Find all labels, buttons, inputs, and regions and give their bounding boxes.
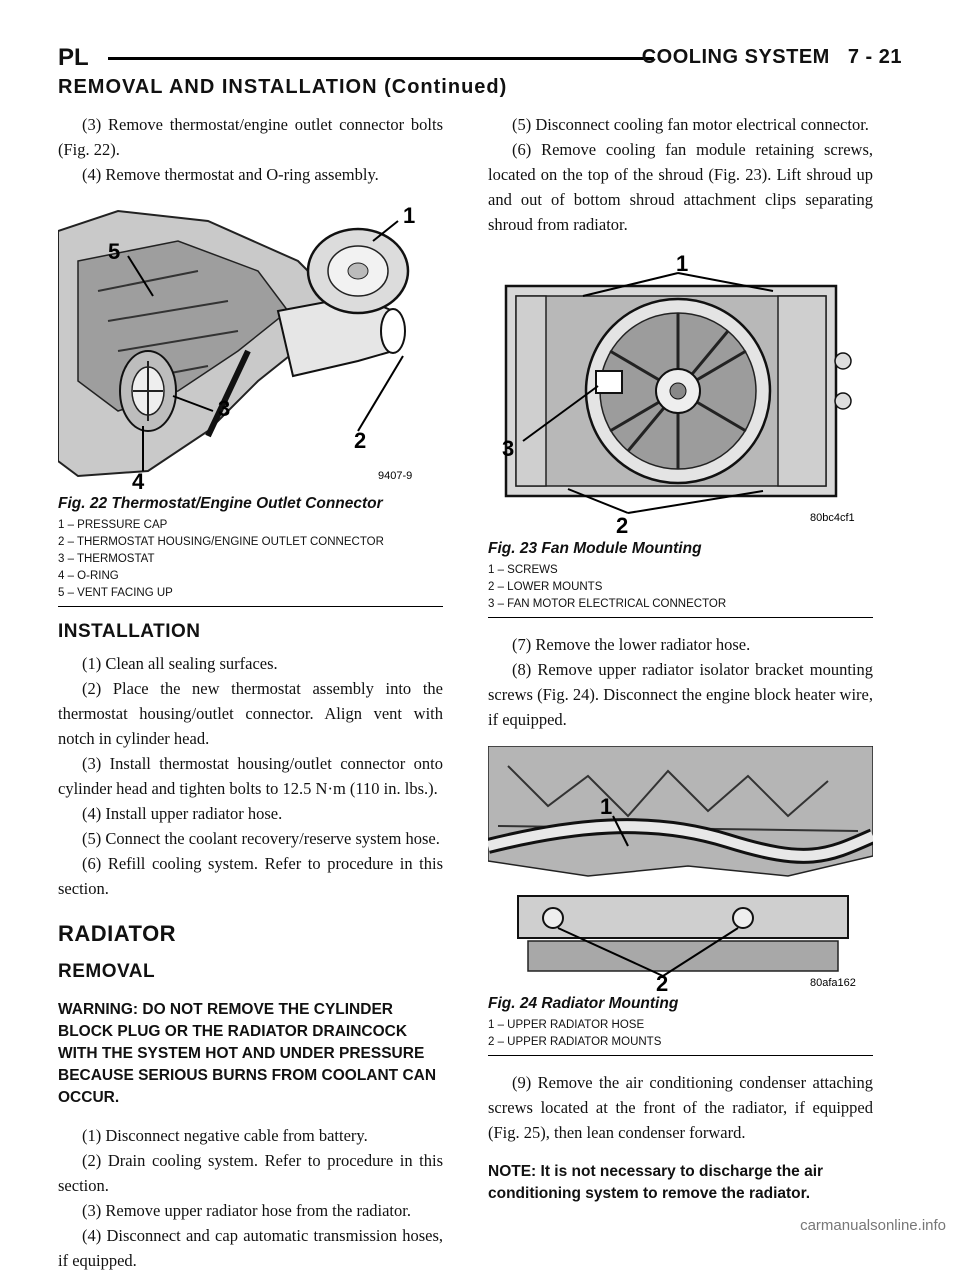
legend-item: 3 – FAN MOTOR ELECTRICAL CONNECTOR	[488, 598, 727, 610]
radiator-mounting-illustration	[488, 746, 873, 991]
callout-4: 4	[132, 469, 145, 491]
figure-title: Fig. 23 Fan Module Mounting	[488, 540, 702, 557]
callout-3: 3	[218, 396, 231, 421]
step-text: (8) Remove upper radiator isolator bracket mounting screws (Fig. 24). Disconnect the engine block heater wire, if equipped.	[488, 660, 873, 729]
header-right	[624, 46, 902, 69]
step-text: (6) Refill cooling system. Refer to procedure in this section.	[58, 854, 443, 898]
step-text: (4) Install upper radiator hose.	[82, 804, 283, 823]
page-number: 7 - 21	[847, 46, 902, 68]
figure-title: Fig. 24 Radiator Mounting	[488, 995, 679, 1012]
step-text: (2) Place the new thermostat assembly into the thermostat housing/outlet connector. Align vent with notch in cylinder head.	[58, 679, 443, 748]
legend-item: 1 – PRESSURE CAP	[58, 519, 168, 531]
watermark: carmanualsonline.info	[800, 1217, 946, 1234]
step-text: (9) Remove the air conditioning condenser attaching screws located at the front of the radiator, if equipped (Fig. 25), then lean condenser forward.	[488, 1073, 873, 1142]
callout-2: 2	[354, 428, 367, 453]
step-text: (6) Remove cooling fan module retaining screws, located on the top of the shroud (Fig. 23). Lift shroud up and out of bottom shroud attachment clips separating shroud from radiator.	[488, 140, 873, 234]
figure-22	[58, 201, 443, 607]
warning-text: WARNING: DO NOT REMOVE THE CYLINDER BLOCK PLUG OR THE RADIATOR DRAINCOCK WITH THE SYSTEM HOT AND UNDER PRESSURE BECAUSE SERIOUS BURNS FROM COOLANT CAN OCCUR.	[58, 1001, 437, 1106]
callout-3: 3	[502, 436, 515, 461]
legend-item: 5 – VENT FACING UP	[58, 587, 173, 599]
step-text: (4) Remove thermostat and O-ring assembly.	[82, 165, 379, 184]
installation-heading: INSTALLATION	[58, 621, 201, 642]
step-text: (3) Install thermostat housing/outlet connector onto cylinder head and tighten bolts to 12.5 N·m (110 in. lbs.).	[58, 754, 443, 798]
legend-item: 2 – THERMOSTAT HOUSING/ENGINE OUTLET CONNECTOR	[58, 536, 384, 548]
legend-item: 2 – LOWER MOUNTS	[488, 581, 603, 593]
callout-1: 1	[403, 203, 416, 228]
legend-item: 1 – UPPER RADIATOR HOSE	[488, 1019, 645, 1031]
legend-item: 3 – THERMOSTAT	[58, 553, 155, 565]
step-text: (1) Disconnect negative cable from battery.	[82, 1126, 368, 1145]
left-column	[58, 112, 443, 1273]
step-text: (3) Remove upper radiator hose from the radiator.	[82, 1201, 411, 1220]
figure-code: 9407-9	[378, 470, 413, 482]
legend-item: 2 – UPPER RADIATOR MOUNTS	[488, 1036, 662, 1048]
figure-code: 80afa162	[810, 977, 856, 989]
callout-1: 1	[600, 794, 613, 819]
model-code: PL	[58, 44, 89, 71]
callout-5: 5	[108, 239, 121, 264]
step-text: (5) Disconnect cooling fan motor electrical connector.	[512, 115, 869, 134]
step-text: (2) Drain cooling system. Refer to procedure in this section.	[58, 1151, 443, 1195]
removal-heading: REMOVAL	[58, 961, 156, 982]
callout-1: 1	[676, 251, 689, 276]
step-text: (7) Remove the lower radiator hose.	[512, 635, 751, 654]
step-text: (1) Clean all sealing surfaces.	[82, 654, 278, 673]
figure-title: Fig. 22 Thermostat/Engine Outlet Connector	[58, 495, 383, 512]
figure-23	[488, 251, 873, 618]
legend-item: 4 – O-RING	[58, 570, 119, 582]
header-rule	[108, 57, 654, 60]
right-column	[488, 112, 873, 1219]
section-name: COOLING SYSTEM	[641, 46, 830, 68]
step-text: (3) Remove thermostat/engine outlet connector bolts (Fig. 22).	[58, 115, 443, 159]
continued-heading: REMOVAL AND INSTALLATION (Continued)	[58, 76, 508, 98]
page-header	[58, 38, 902, 78]
callout-2: 2	[656, 971, 669, 991]
figure-code: 80bc4cf1	[810, 512, 855, 524]
fan-module-illustration	[488, 251, 873, 536]
step-text: (4) Disconnect and cap automatic transmission hoses, if equipped.	[58, 1226, 443, 1270]
legend-item: 1 – SCREWS	[488, 564, 558, 576]
radiator-heading: RADIATOR	[58, 921, 177, 946]
step-text: (5) Connect the coolant recovery/reserve system hose.	[82, 829, 440, 848]
thermostat-illustration	[58, 201, 443, 491]
callout-2: 2	[616, 513, 629, 536]
note-text: NOTE: It is not necessary to discharge the air conditioning system to remove the radiator.	[488, 1163, 824, 1202]
figure-24	[488, 746, 873, 1056]
